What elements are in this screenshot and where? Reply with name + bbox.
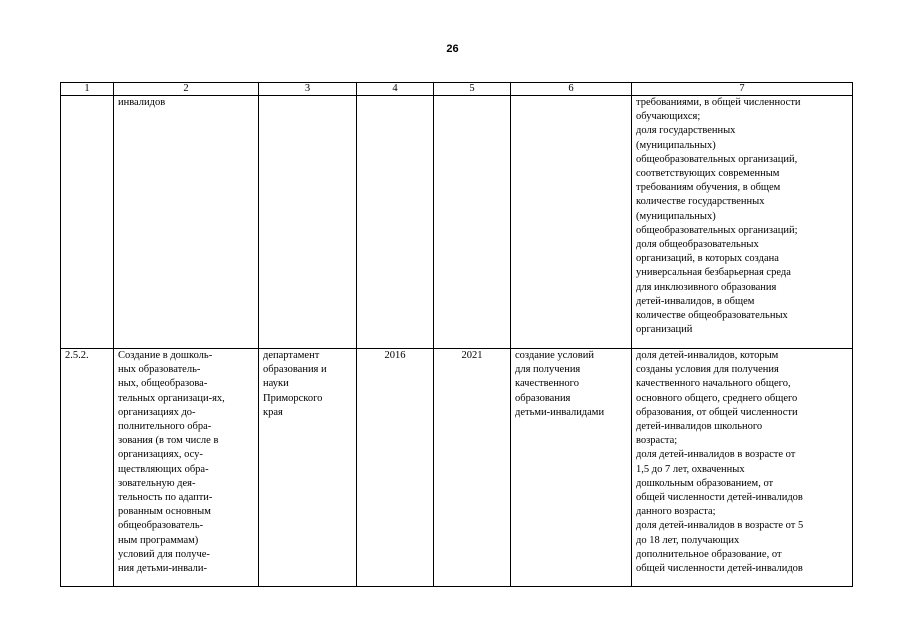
column-header: 3 <box>259 83 357 96</box>
indicator-cell: доля детей-инвалидов, которым созданы условия для получения качественного начального общего, основного общего, среднего общего образования, от общей численности детей-инвалидов школьного возраста; доля детей-инвалидов в возрасте от 1,5 до 7 лет, охваченных дошкольным образованием, от общей численности детей-инвалидов данного возраста; доля детей-инвалидов в возрасте от 5 до 18 лет, получающих дополнительное образование, от общей численности детей-инвалидов <box>632 349 853 587</box>
expected-result-cell: создание условий для получения качественного образования детьми-инвалидами <box>511 349 632 587</box>
column-header: 2 <box>114 83 259 96</box>
item-number-cell: 2.5.2. <box>61 349 114 587</box>
column-header: 7 <box>632 83 853 96</box>
table-row <box>61 349 853 587</box>
column-header: 5 <box>434 83 511 96</box>
start-year-cell: 2016 <box>357 349 434 587</box>
program-table <box>60 82 853 587</box>
column-header: 1 <box>61 83 114 96</box>
page-number: 26 <box>446 43 459 55</box>
indicator-cell: требованиями, в общей численности обучающихся; доля государственных (муниципальных) общеобразовательных организаций, соответствующих современным требованиям обучения, в общем количестве государственных (муниципальных) общеобразовательных организаций; доля общеобразовательных организаций, в которых создана универсальная безбарьерная среда для инклюзивного образования детей-инвалидов, в общем количестве общеобразовательных организаций <box>632 96 853 349</box>
column-header: 4 <box>357 83 434 96</box>
activity-cell: Создание в дошколь- ных образователь- ных, общеобразова- тельных организаци-ях, организациях до- полнительного обра- зования (в том числе в организациях, осу- ществляющих обра- зовательную дея- тельность по адапти- рованным основным общеобразователь- ным программам) условий для получе- ния детьми-инвали- <box>114 349 259 587</box>
executor-cell: департамент образования и науки Приморского края <box>259 349 357 587</box>
column-header: 6 <box>511 83 632 96</box>
end-year-cell: 2021 <box>434 349 511 587</box>
expected-result-cell <box>511 96 632 349</box>
table-header-row <box>61 83 853 96</box>
start-year-cell <box>357 96 434 349</box>
executor-cell <box>259 96 357 349</box>
activity-cell: инвалидов <box>114 96 259 349</box>
end-year-cell <box>434 96 511 349</box>
item-number-cell <box>61 96 114 349</box>
table-row <box>61 96 853 349</box>
